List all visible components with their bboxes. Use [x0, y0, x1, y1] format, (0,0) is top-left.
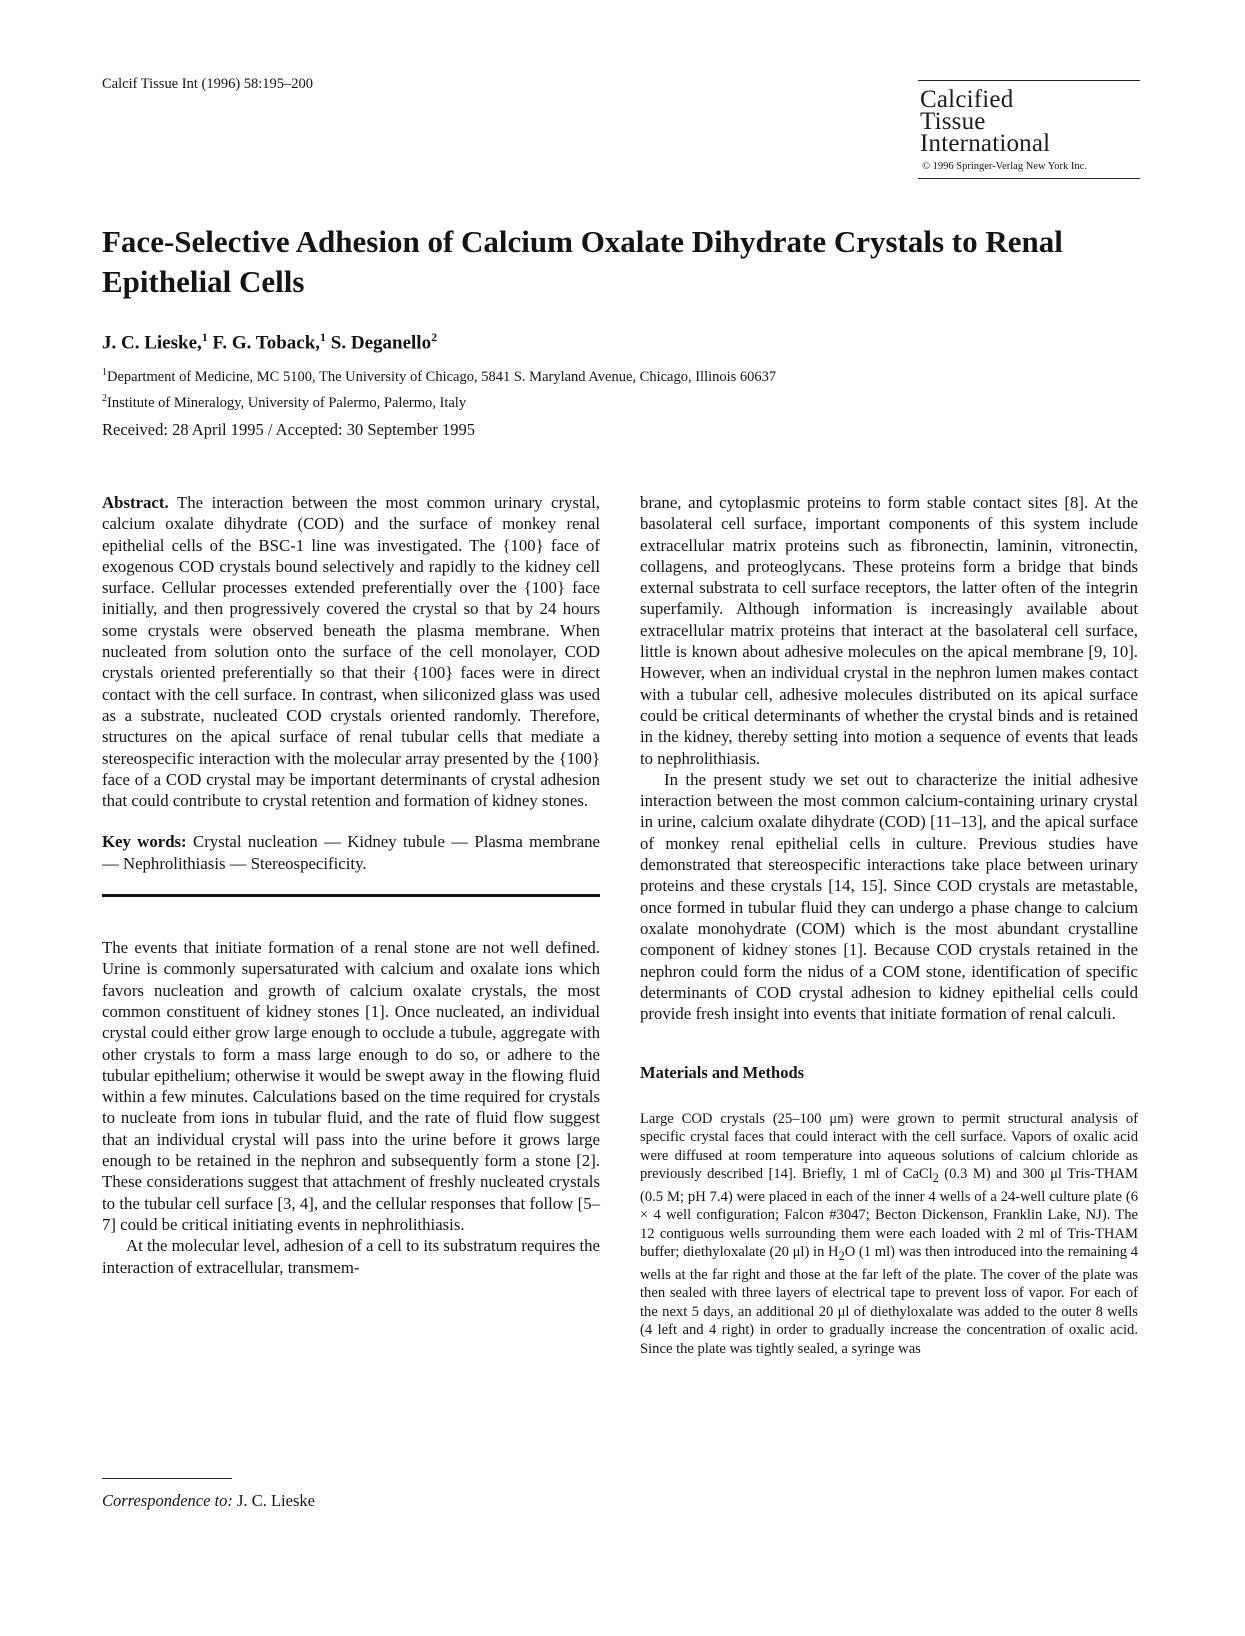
journal-citation: Calcif Tissue Int (1996) 58:195–200 — [102, 76, 314, 92]
author-name: S. Deganello — [330, 332, 432, 354]
abstract-label: Abstract. — [102, 493, 169, 512]
intro-paragraph-2-start: At the molecular level, adhesion of a cell to its substratum requires the interaction of extracellular, transmem- — [102, 1236, 600, 1277]
journal-logo-block — [918, 80, 1140, 179]
logo-line-1: Calcified — [920, 86, 1014, 113]
left-column — [102, 492, 600, 1278]
abstract — [102, 492, 600, 811]
logo-line-2: Tissue — [920, 108, 986, 135]
correspondence-footnote — [102, 1491, 315, 1511]
journal-logo — [920, 86, 1140, 157]
methods-text-a: Large COD crystals (25–100 μm) were grown to permit structural analysis of specific crystal faces that could interact with the cell surface. Vapors of oxalic acid were diffused at room temperature into aqueous solutions of calcium chloride as previously described [14]. Briefly, 1 ml of CaCl — [640, 1110, 1138, 1183]
methods-paragraph-1 — [640, 1110, 1138, 1358]
affiliations — [102, 362, 776, 414]
keywords — [102, 831, 600, 874]
affiliation-line — [102, 362, 776, 388]
affiliation-number: 2 — [102, 392, 107, 404]
affiliation-line — [102, 388, 776, 414]
received-dates: Received: 28 April 1995 / Accepted: 30 September 1995 — [102, 420, 475, 439]
author-affiliation-mark: 2 — [431, 330, 438, 344]
right-column — [640, 492, 1138, 1358]
intro-paragraph-1: The events that initiate formation of a renal stone are not well defined. Urine is commonly supersaturated with calcium and oxalate ions which favors nucleation and growth of calcium oxalate crystals, the most common constituent of kidney stones [1]. Once nucleated, an individual crystal could either grow large enough to occlude a tubule, aggregate with other crystals to form a mass large enough to do so, or adhere to the tubular epithelium; otherwise it would be swept away in the flowing fluid within a few minutes. Calculations based on the time required for crystals to nucleate from ions in tubular fluid, and the rate of fluid flow suggest that an individual crystal will pass into the urine before it grows large enough to be retained in the nephron and subsequently form a stone [2]. These considerations suggest that attachment of freshly nucleated crystals to the tubular cell surface [3, 4], and the cellular responses that follow [5–7] could be critical initiating events in nephrolithiasis. — [102, 938, 600, 1234]
affiliation-text: Institute of Mineralogy, University of Palermo, Palermo, Italy — [107, 394, 467, 411]
logo-bottom-rule — [918, 178, 1140, 179]
methods-text-c: O (1 ml) was then introduced into the remaining 4 wells at the far right and those at the far left of the plate. The cover of the plate was then sealed with three layers of electrical tape to prevent loss of vapor. For each of the next 5 days, an additional 20 μl of diethyloxalate was added to the outer 8 wells (4 left and 4 right) in order to gradually increase the concentration of oxalic acid. Since the plate was tightly sealed, a syringe was — [640, 1244, 1139, 1357]
footnote-rule — [102, 1478, 232, 1479]
correspondence-label: Correspondence to: — [102, 1491, 233, 1510]
copyright-notice: © 1996 Springer-Verlag New York Inc. — [922, 161, 1087, 172]
correspondence-name: J. C. Lieske — [237, 1491, 315, 1510]
keywords-text: Crystal nucleation — Kidney tubule — Plasma membrane — Nephrolithiasis — Stereospecificity. — [102, 832, 601, 873]
logo-top-rule — [918, 80, 1140, 81]
subscript: 2 — [932, 1171, 939, 1186]
section-divider — [102, 894, 600, 897]
keywords-label: Key words: — [102, 832, 187, 852]
article-title: Face-Selective Adhesion of Calcium Oxalate Dihydrate Crystals to Renal Epithelial Cells — [102, 224, 1063, 299]
intro-paragraph-3: In the present study we set out to characterize the initial adhesive interaction between the most common calcium-containing urinary crystal in urine, calcium oxalate dihydrate (COD) [11–13], and the apical surface of monkey renal epithelial cells in culture. Previous studies have demonstrated that stereospecific interactions take place between urinary proteins and these crystals [14, 15]. Since COD crystals are metastable, once formed in tubular fluid they can undergo a phase change to calcium oxalate monohydrate (COM) which is the most abundant crystalline component of kidney stones [1]. Because COD crystals retained in the nephron could form the nidus of a COM stone, identification of specific determinants of COD crystal adhesion to kidney epithelial cells could provide fresh insight into events that initiate formation of renal calculi. — [640, 769, 1138, 1024]
author-affiliation-mark: 1 — [320, 330, 327, 344]
author-list — [102, 330, 437, 354]
affiliation-text: Department of Medicine, MC 5100, The University of Chicago, 5841 S. Maryland Avenue, Chicago, Illinois 60637 — [107, 368, 777, 385]
affiliation-number: 1 — [102, 367, 107, 378]
methods-text-b: (0.3 M) and 300 μl Tris-THAM (0.5 M; pH 7.4) were placed in each of the inner 4 wells of a 24-well culture plate (6 × 4 well configuration; Falcon #3047; Becton Dickenson, Franklin Lake, NJ). The 12 contiguous wells surrounding them were each loaded with 2 ml of Tris-THAM buffer; diethyloxalate (20 μl) in H — [640, 1166, 1138, 1261]
methods-heading: Materials and Methods — [640, 1063, 805, 1083]
intro-paragraph-2-continued: brane, and cytoplasmic proteins to form stable contact sites [8]. At the basolateral cell surface, important components of this system include extracellular matrix proteins such as fibronectin, laminin, vitronectin, collagens, and proteoglycans. These proteins form a bridge that binds external substrata to cell surface receptors, the latter often of the integrin superfamily. Although information is increasingly available about extracellular matrix proteins that interact at the basolateral cell surface, little is known about adhesive molecules on the apical membrane [9, 10]. However, when an individual crystal in the nephron lumen makes contact with a tubular cell, adhesive molecules distributed on its apical surface could be critical determinants of whether the crystal binds and is retained in the kidney, thereby setting into motion a sequence of events that leads to nephrolithiasis. — [640, 493, 1138, 768]
author-name: F. G. Toback, — [212, 332, 321, 354]
author-affiliation-mark: 1 — [201, 330, 208, 344]
logo-line-3: International — [920, 130, 1051, 157]
subscript: 2 — [838, 1249, 845, 1264]
abstract-text: The interaction between the most common urinary crystal, calcium oxalate dihydrate (COD) and the surface of monkey renal epithelial cells of the BSC-1 line was investigated. The {100} face of exogenous COD crystals bound selectively and rapidly to the kidney cell surface. Cellular processes extended preferentially over the {100} face initially, and then progressively covered the crystal so that by 24 hours some crystals were observed beneath the plasma membrane. When nucleated from solution onto the surface of the cell monolayer, COD crystals oriented preferentially so that their {100} faces were in direct contact with the cell surface. In contrast, when siliconized glass was used as a substrate, nucleated COD crystals oriented randomly. Therefore, structures on the apical surface of renal tubular cells that mediate a stereospecific interaction with the molecular array presented by the {100} face of a COD crystal may be important determinants of crystal adhesion that could contribute to crystal retention and formation of kidney stones. — [102, 493, 600, 811]
author-name: J. C. Lieske, — [102, 332, 202, 354]
